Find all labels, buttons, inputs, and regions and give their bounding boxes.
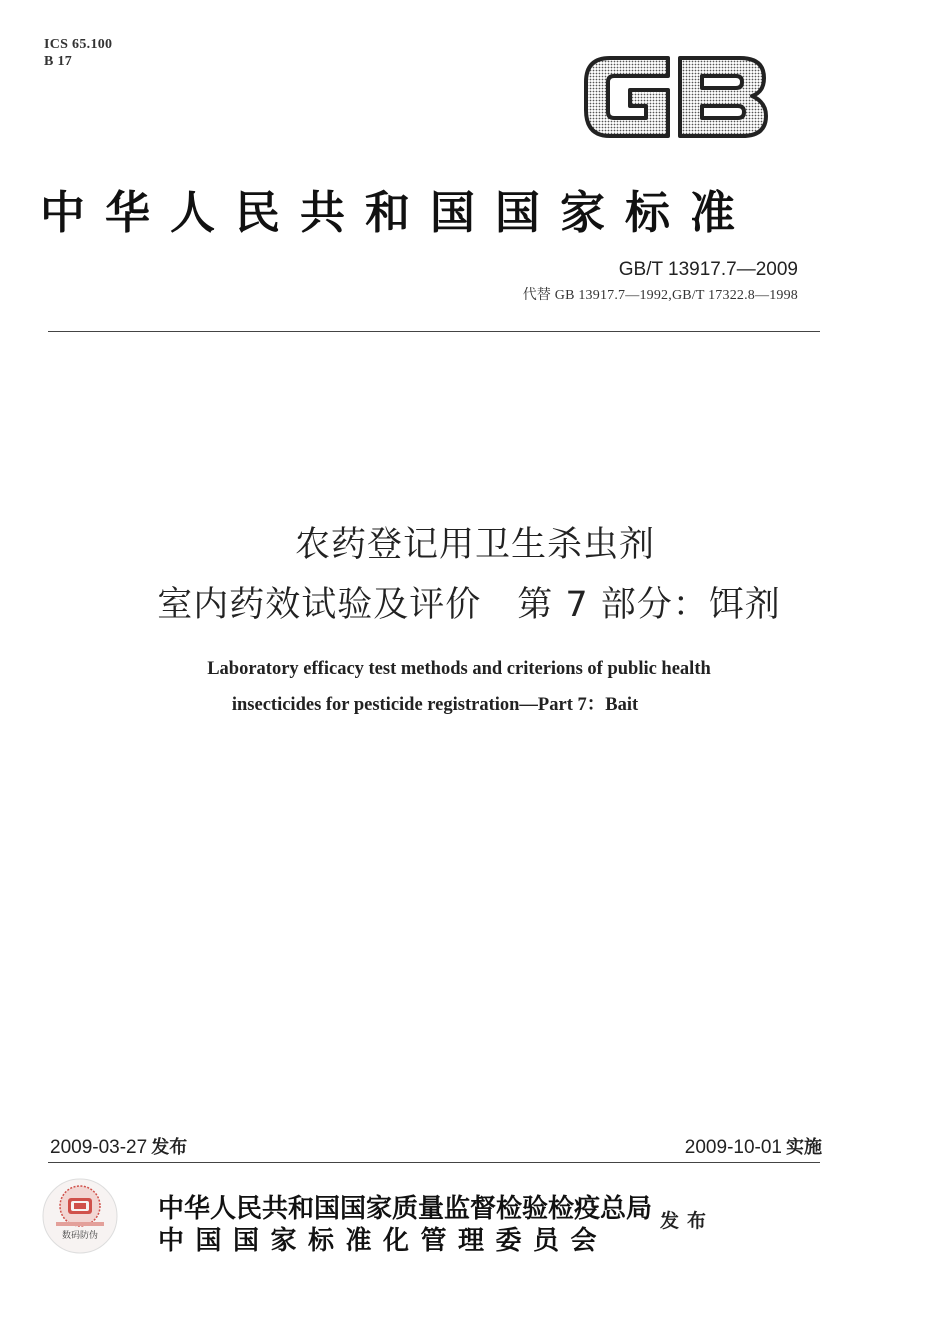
logo-text: GB: [674, 143, 676, 144]
publisher-org-1: 中华人民共和国国家质量监督检验检疫总局: [158, 1194, 653, 1224]
seal-caption: 数码防伪: [61, 1231, 99, 1241]
effective-label: 实施: [786, 1137, 822, 1158]
standard-type-heading: 中华人民共和国国家标准: [40, 186, 756, 239]
title-en-line2: insecticides for pesticide registration—Part 7：Bait: [231, 695, 639, 715]
title-cn-line1: 农药登记用卫生杀虫剂: [294, 525, 655, 565]
effective-date-block: [685, 1133, 822, 1159]
issued-label: 发布: [151, 1137, 188, 1158]
ccs-code: B 17: [44, 54, 73, 69]
ics-code: ICS 65.100: [44, 37, 113, 52]
title-en-line1: Laboratory efficacy test methods and criterions of public health: [207, 659, 711, 679]
title-cn-line2: 室内药效试验及评价 第 7 部分：饵剂: [157, 585, 781, 625]
footer-divider: [48, 1162, 820, 1163]
effective-date: 2009-10-01: [684, 1137, 782, 1158]
gb-logo: [580, 48, 770, 144]
replaces-note: 代替 GB 13917.7—1992,GB/T 17322.8—1998: [522, 288, 798, 303]
publisher-org-2: 中国国家标准化管理委员会: [158, 1226, 609, 1256]
header-divider: [48, 331, 820, 332]
classification-codes: [44, 36, 112, 70]
anti-counterfeit-seal: [40, 1176, 120, 1256]
issued-date: 2009-03-27: [50, 1137, 148, 1158]
standard-code: GB/T 13917.7—2009: [618, 259, 798, 280]
publish-verb: 发布: [660, 1210, 715, 1232]
issued-date-block: [50, 1133, 187, 1159]
